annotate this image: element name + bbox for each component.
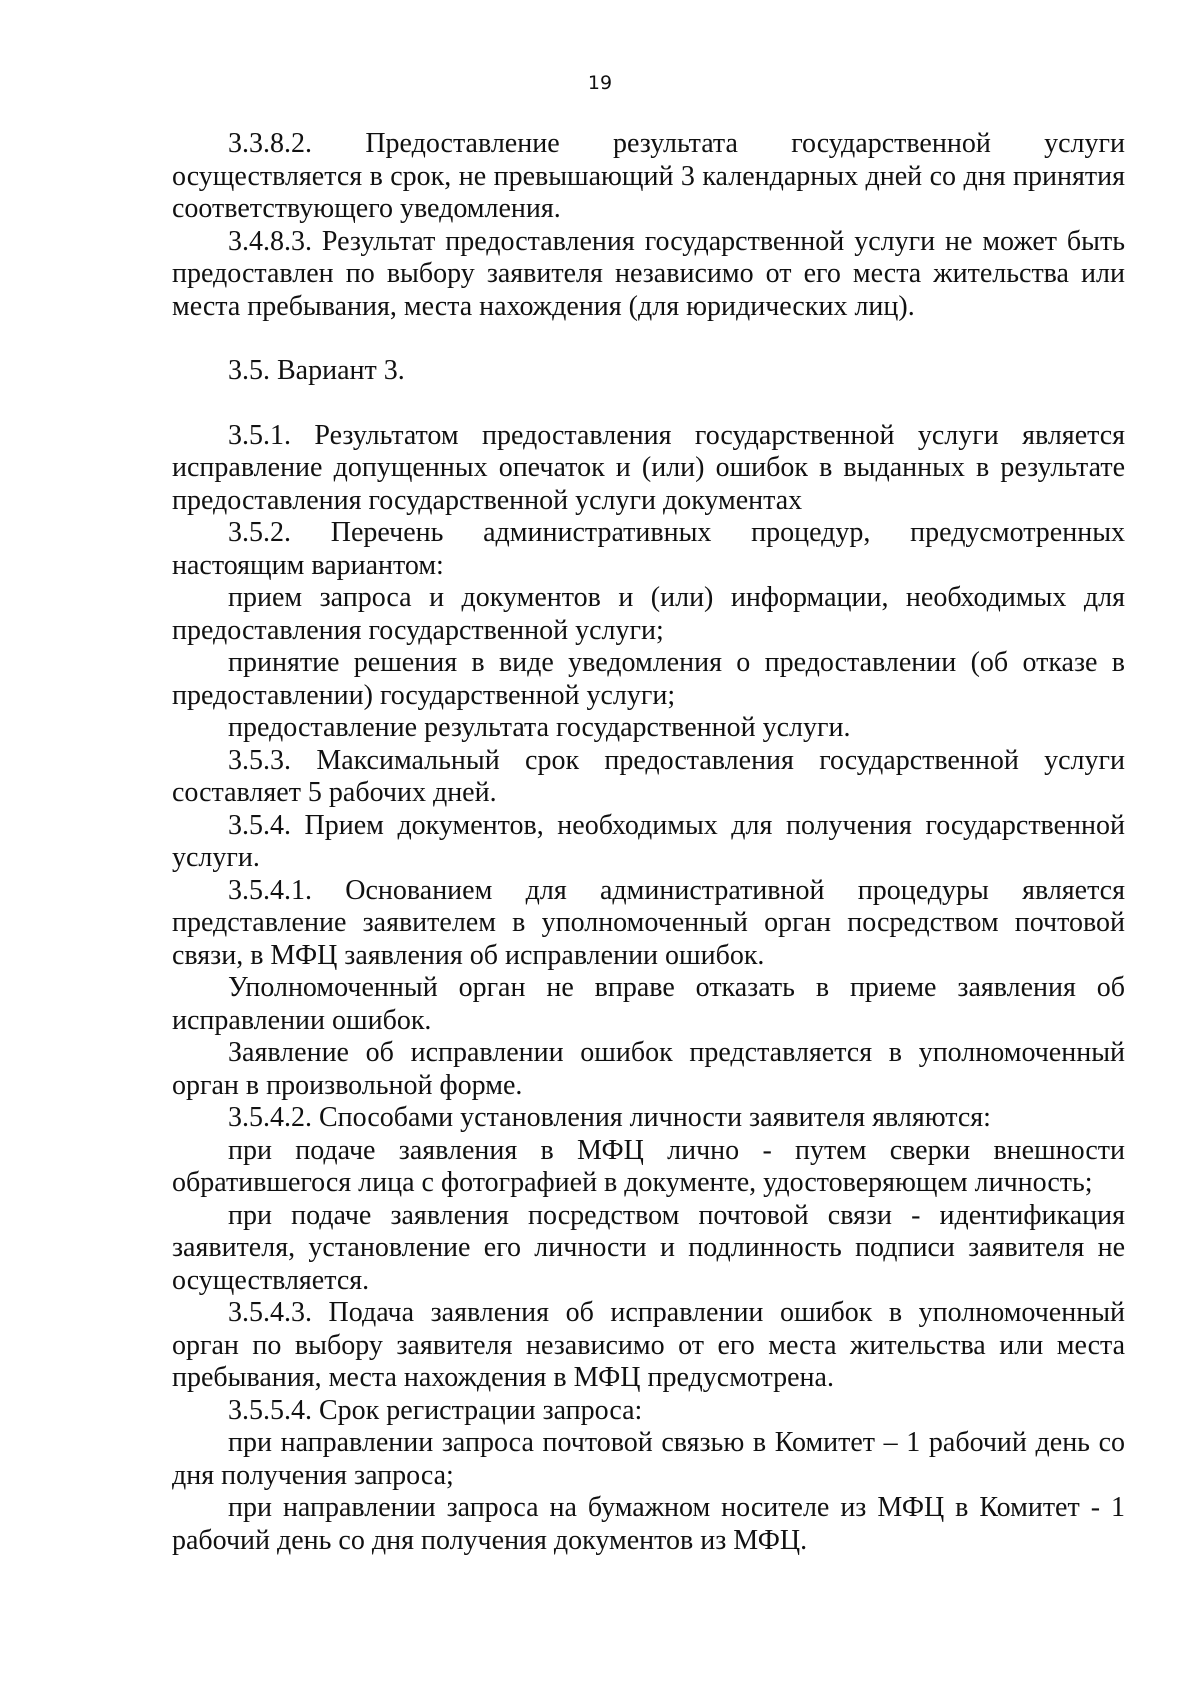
paragraph-no-refusal: Уполномоченный орган не вправе отказать в приеме заявления об исправлении ошибок. [172,972,1125,1036]
paragraph-3-5-4-1: 3.5.4.1. Основанием для административной процедуры является представление заявителем в уполномоченный орган посредством почтовой связи, в МФЦ заявления об исправлении ошибок. [172,874,1125,971]
document-body [172,128,1125,1557]
list-item-procedure-3: предоставление результата государственной услуги. [228,712,851,743]
list-item-registration-mfc: при направлении запроса на бумажном носителе из МФЦ в Комитет - 1 рабочий день со дня получения документов из МФЦ. [172,1492,1125,1556]
paragraph-3-5-4-3: 3.5.4.3. Подача заявления об исправлении ошибок в уполномоченный орган по выбору заявителя независимо от его места жительства или места пребывания, места нахождения в МФЦ предусмотрена. [172,1297,1125,1393]
paragraph-3-5-5-4: 3.5.5.4. Срок регистрации запроса: [228,1394,643,1426]
paragraph-3-4-8-3: 3.4.8.3. Результат предоставления государственной услуги не может быть предоставлен по выбору заявителя независимо от его места жительства или места пребывания, места нахождения (для юридических лиц). [172,225,1125,322]
section-heading-variant-3: 3.5. Вариант 3. [228,355,405,386]
page-number: 19 [587,72,613,94]
list-item-procedure-2: принятие решения в виде уведомления о предоставлении (об отказе в предоставлении) государственной услуги; [172,647,1125,711]
list-item-procedure-1: прием запроса и документов и (или) информации, необходимых для предоставления государственной услуги; [172,582,1125,646]
paragraph-3-5-4-2: 3.5.4.2. Способами установления личности заявителя являются: [228,1102,991,1133]
paragraph-3-5-2: 3.5.2. Перечень административных процедур, предусмотренных настоящим вариантом: [172,517,1125,581]
list-item-identity-post: при подаче заявления посредством почтовой связи - идентификация заявителя, установление его личности и подлинность подписи заявителя не осуществляется. [172,1199,1125,1296]
list-item-registration-post: при направлении запроса почтовой связью в Комитет – 1 рабочий день со дня получения запроса; [172,1427,1125,1491]
paragraph-free-form: Заявление об исправлении ошибок представляется в уполномоченный орган в произвольной форме. [172,1037,1125,1101]
paragraph-3-5-4: 3.5.4. Прием документов, необходимых для получения государственной услуги. [172,809,1125,873]
paragraph-3-5-3: 3.5.3. Максимальный срок предоставления государственной услуги составляет 5 рабочих дней. [172,744,1125,808]
paragraph-3-3-8-2: 3.3.8.2. Предоставление результата государственной услуги осуществляется в срок, не превышающий 3 календарных дней со дня принятия соответствующего уведомления. [172,128,1125,224]
list-item-identity-mfc: при подаче заявления в МФЦ лично - путем сверки внешности обратившегося лица с фотографией в документе, удостоверяющем личность; [172,1134,1125,1198]
paragraph-3-5-1: 3.5.1. Результатом предоставления государственной услуги является исправление допущенных опечаток и (или) ошибок в выданных в результате предоставления государственной услуги документах [172,419,1125,516]
